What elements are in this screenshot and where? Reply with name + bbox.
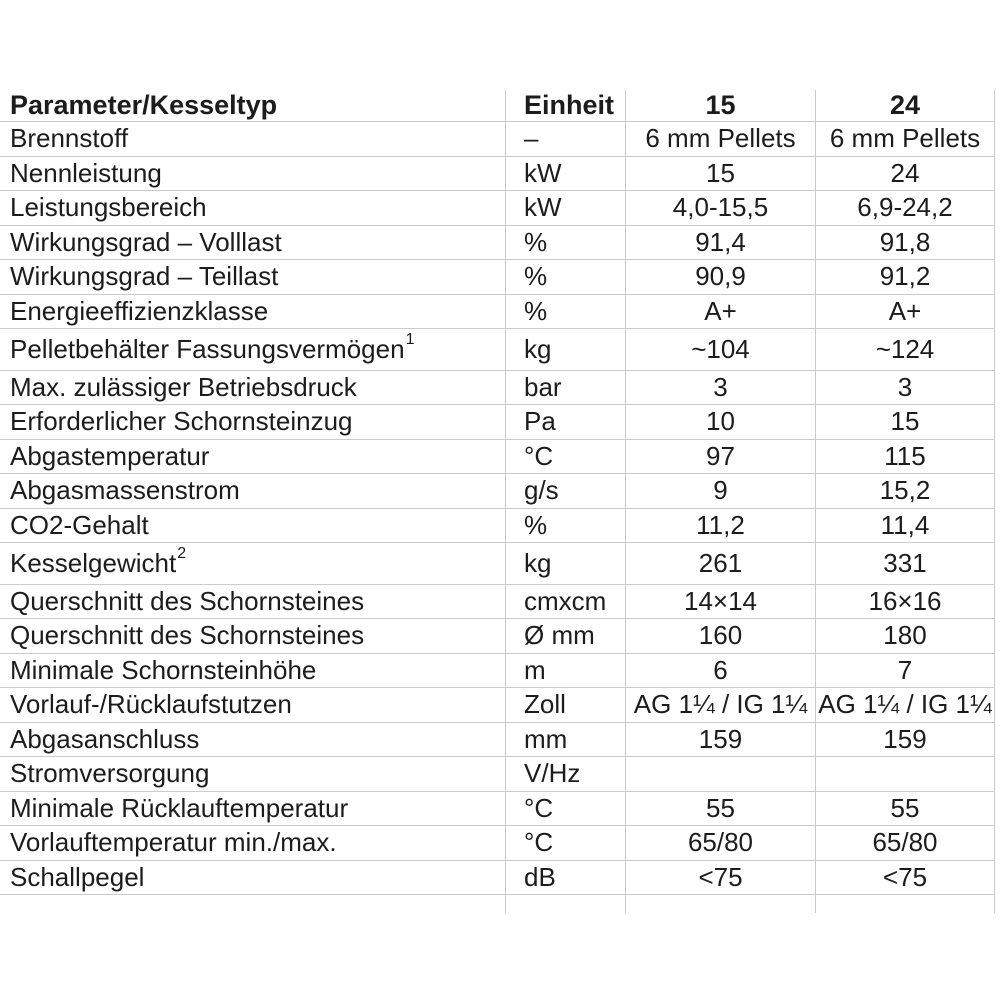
unit-cell: % [505,509,625,543]
value-15-cell: 9 [625,474,815,508]
table-row [0,329,995,371]
spec-table [0,90,995,913]
value-15-cell: 97 [625,440,815,474]
table-row [0,157,995,192]
table-header-row [0,90,995,122]
table-row [0,757,995,792]
param-cell: Minimale Rücklauftemperatur [10,792,349,823]
table-row [0,440,995,475]
value-24-cell: 91,2 [815,260,995,294]
value-15-cell: 65/80 [625,826,815,860]
value-15-cell: 55 [625,792,815,826]
value-15-cell: 261 [625,543,815,584]
param-cell: Pelletbehälter Fassungsvermögen $^1$ [10,331,415,364]
table-row [0,792,995,827]
param-cell: Erforderlicher Schornsteinzug [10,406,353,437]
param-cell: Vorlauftemperatur min./max. [10,827,337,858]
value-15-cell: 160 [625,619,815,653]
value-24-cell: 91,8 [815,226,995,260]
param-cell: Abgasmassenstrom [10,475,240,506]
col-header-model-24: 24 [815,90,995,121]
value-15-cell: 10 [625,405,815,439]
param-cell: Querschnitt des Schornsteines [10,585,365,616]
value-15-cell: 4,0-15,5 [625,191,815,225]
value-15-cell: 6 mm Pellets [625,122,815,156]
unit-cell: – [505,122,625,156]
param-cell: Nennleistung [10,157,162,188]
value-24-cell: 65/80 [815,826,995,860]
unit-cell: Zoll [505,688,625,722]
param-cell: Kesselgewicht $^2$ [10,545,187,578]
value-24-cell: 3 [815,371,995,405]
value-24-cell: 16×16 [815,585,995,619]
col-header-parameter: Parameter/Kesseltyp [10,90,278,120]
param-cell: Minimale Schornsteinhöhe [10,654,317,685]
value-15-cell: 91,4 [625,226,815,260]
param-cell: Abgasanschluss [10,723,200,754]
unit-cell: % [505,260,625,294]
table-row [0,585,995,620]
value-15-cell: 14×14 [625,585,815,619]
table-row [0,122,995,157]
table-stub-row [0,895,995,913]
table-row [0,654,995,689]
table-row [0,619,995,654]
col-header-model-15: 15 [625,90,815,121]
unit-cell: Ø mm [505,619,625,653]
value-24-cell: 180 [815,619,995,653]
value-24-cell: A+ [815,295,995,329]
value-15-cell: 6 [625,654,815,688]
unit-cell: kW [505,157,625,191]
stub-value-24-cell [815,895,995,913]
value-15-cell: 15 [625,157,815,191]
unit-cell: dB [505,861,625,895]
value-24-cell: 15 [815,405,995,439]
table-row [0,688,995,723]
unit-cell: cmxcm [505,585,625,619]
param-cell: Vorlauf-/Rücklaufstutzen [10,689,292,720]
unit-cell: °C [505,826,625,860]
unit-cell: °C [505,440,625,474]
value-15-cell: 159 [625,723,815,757]
unit-cell: Pa [505,405,625,439]
table-row [0,861,995,896]
value-15-cell: AG 1¼ / IG 1¼ [625,688,815,722]
unit-cell: mm [505,723,625,757]
param-cell: Leistungsbereich [10,192,207,223]
value-24-cell [815,757,995,791]
value-24-cell: 7 [815,654,995,688]
unit-cell: g/s [505,474,625,508]
param-cell: CO2-Gehalt [10,509,149,540]
table-row [0,260,995,295]
param-cell: Schallpegel [10,861,145,892]
unit-cell: kg [505,543,625,584]
unit-cell: kW [505,191,625,225]
value-24-cell: AG 1¼ / IG 1¼ [815,688,995,722]
value-24-cell: ~124 [815,329,995,370]
value-24-cell: 331 [815,543,995,584]
value-24-cell: 6,9-24,2 [815,191,995,225]
table-row [0,371,995,406]
table-row [0,509,995,544]
unit-cell: m [505,654,625,688]
param-cell: Wirkungsgrad – Teillast [10,261,279,292]
param-cell: Stromversorgung [10,758,210,789]
value-24-cell: 11,4 [815,509,995,543]
param-cell: Wirkungsgrad – Volllast [10,226,282,257]
value-24-cell: 15,2 [815,474,995,508]
table-row [0,295,995,330]
table-row [0,191,995,226]
spec-table-body [0,122,995,895]
param-cell: Energieeffizienzklasse [10,295,269,326]
stub-unit-cell [505,895,625,913]
value-24-cell: 24 [815,157,995,191]
value-15-cell: 3 [625,371,815,405]
value-15-cell: 11,2 [625,509,815,543]
table-row [0,826,995,861]
col-header-unit: Einheit [505,90,625,121]
stub-param-cell [0,895,505,913]
unit-cell: °C [505,792,625,826]
value-15-cell [625,757,815,791]
value-24-cell: 55 [815,792,995,826]
table-row [0,405,995,440]
value-24-cell: <75 [815,861,995,895]
table-row [0,543,995,585]
param-cell: Max. zulässiger Betriebsdruck [10,371,357,402]
table-row [0,474,995,509]
value-15-cell: <75 [625,861,815,895]
value-24-cell: 6 mm Pellets [815,122,995,156]
value-15-cell: 90,9 [625,260,815,294]
value-24-cell: 159 [815,723,995,757]
table-row [0,723,995,758]
unit-cell: % [505,226,625,260]
value-24-cell: 115 [815,440,995,474]
unit-cell: V/Hz [505,757,625,791]
param-cell: Abgastemperatur [10,440,210,471]
value-15-cell: A+ [625,295,815,329]
unit-cell: bar [505,371,625,405]
value-15-cell: ~104 [625,329,815,370]
stub-value-15-cell [625,895,815,913]
unit-cell: % [505,295,625,329]
param-cell: Querschnitt des Schornsteines [10,620,365,651]
unit-cell: kg [505,329,625,370]
param-cell: Brennstoff [10,123,129,154]
table-row [0,226,995,261]
